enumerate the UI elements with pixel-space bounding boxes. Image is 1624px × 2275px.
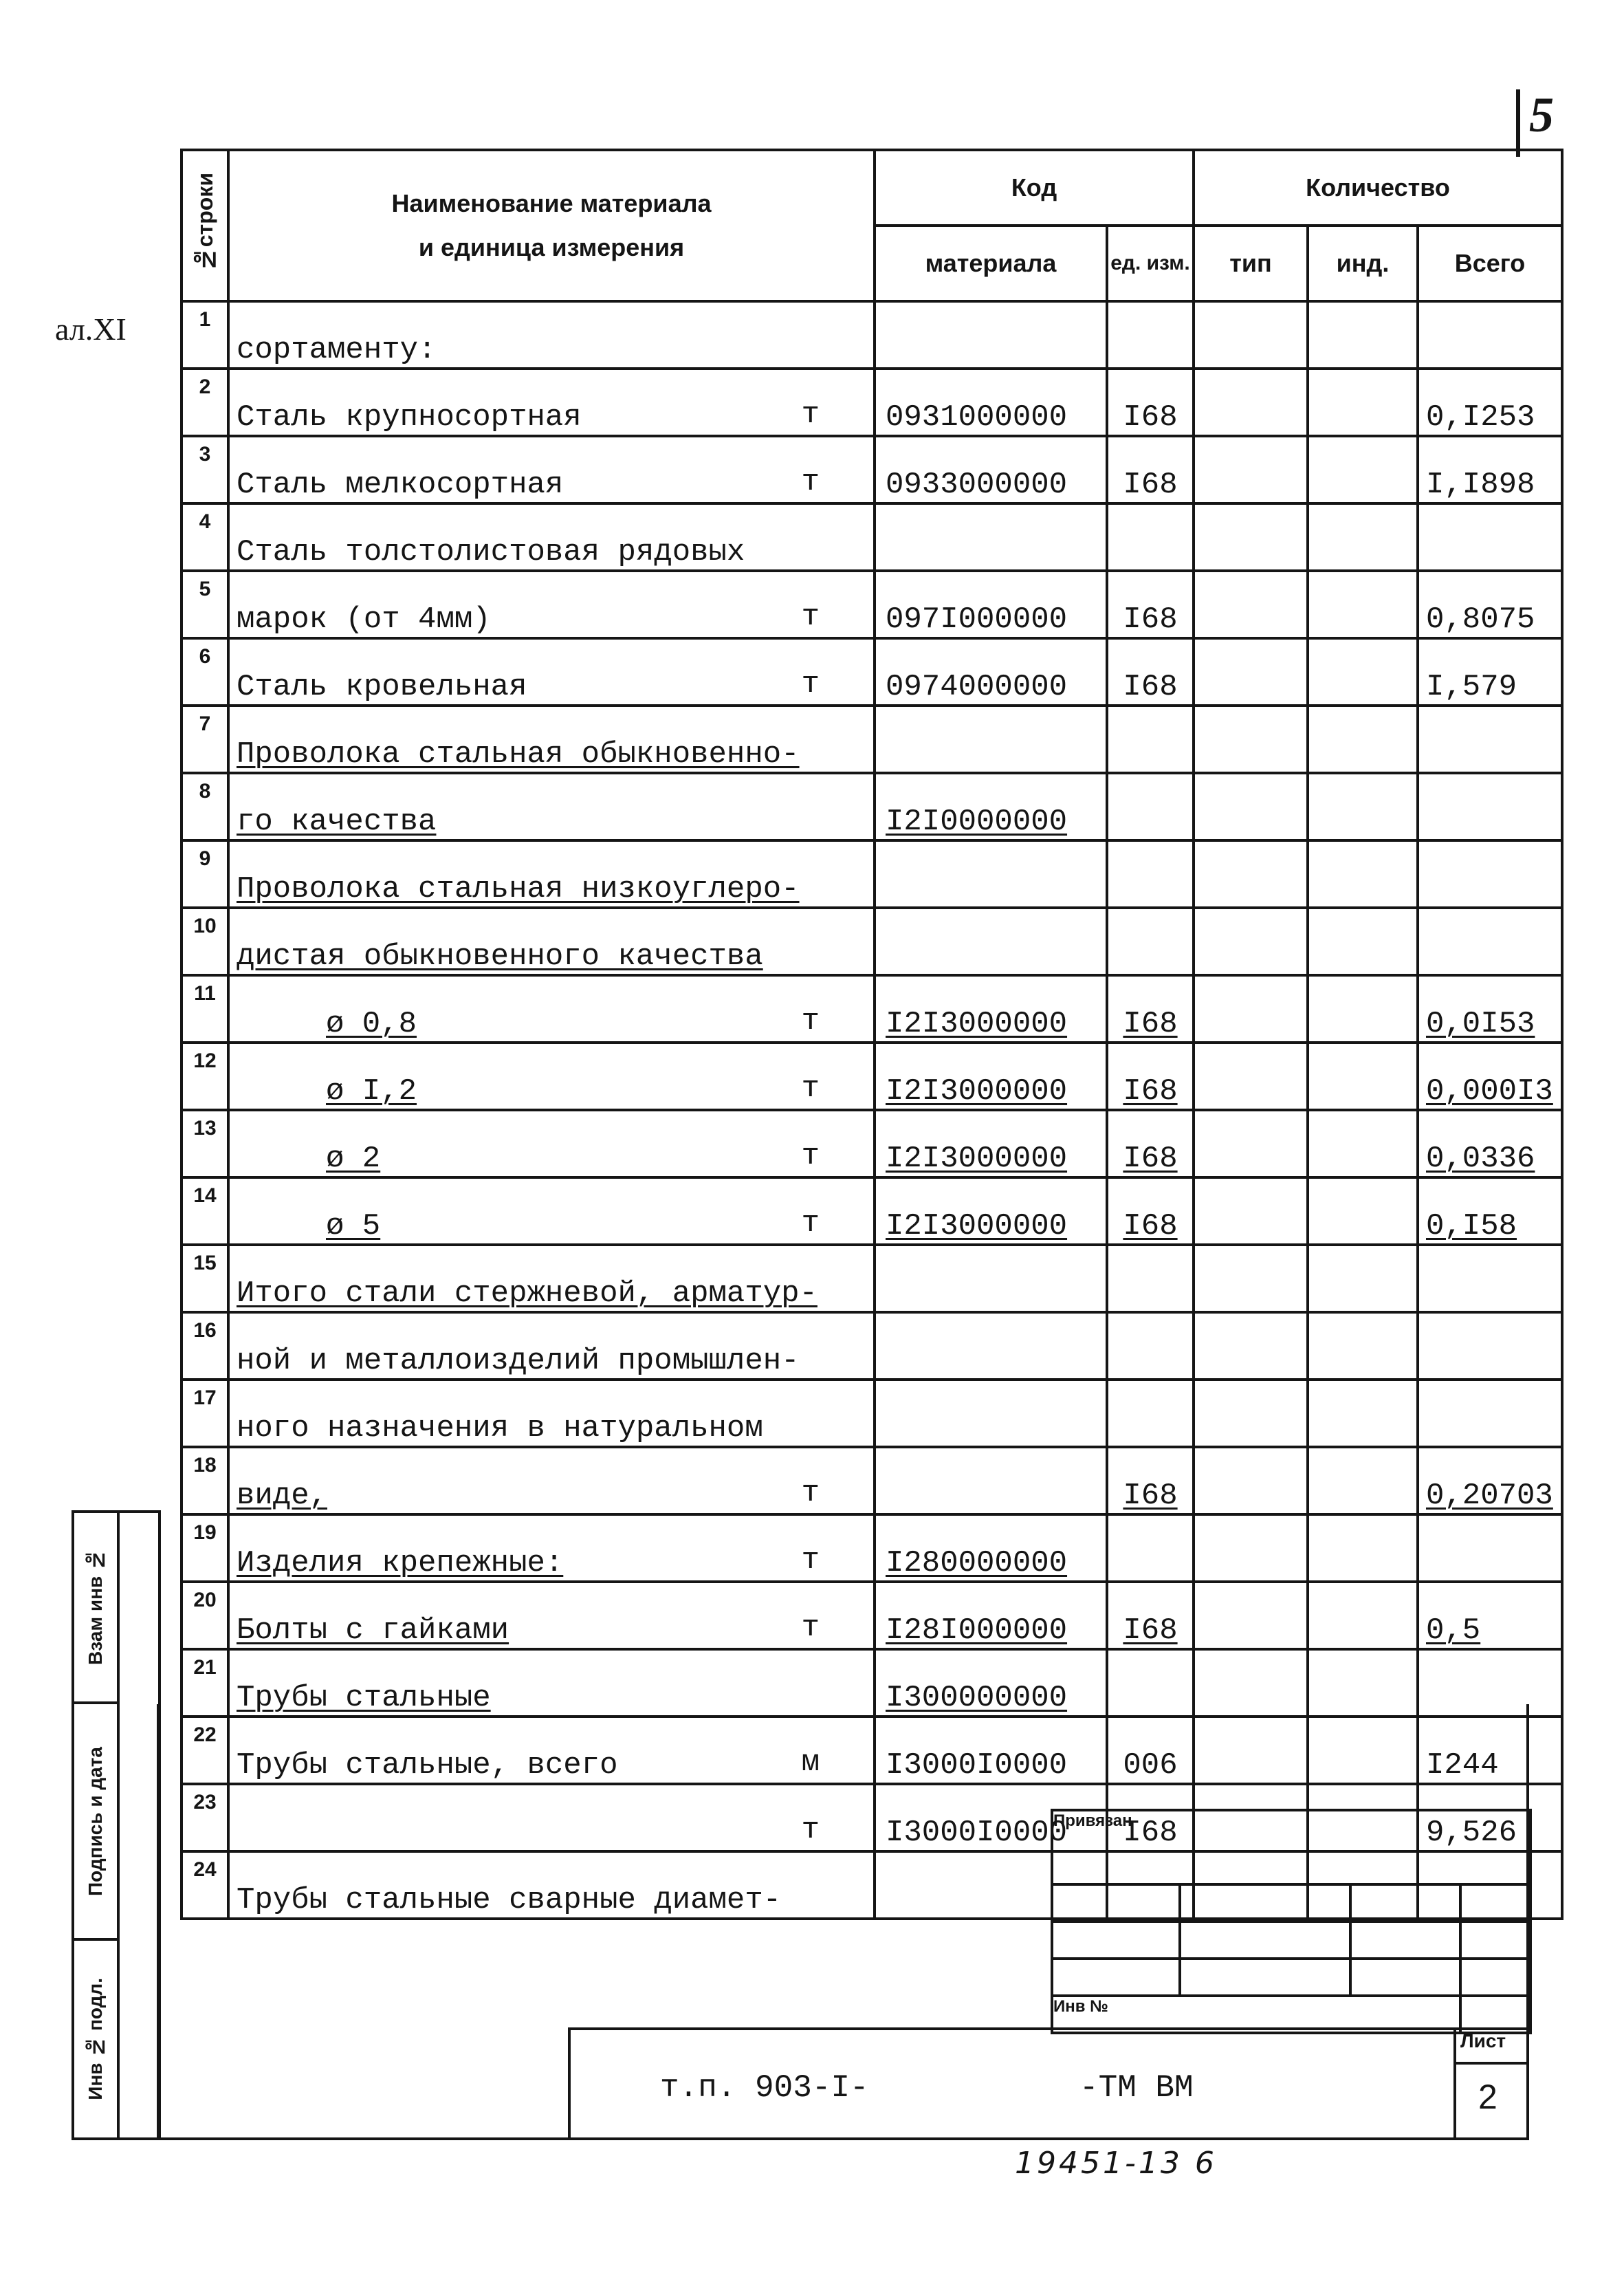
measure-unit: т [801, 1476, 820, 1510]
material-name [228, 369, 875, 436]
row-number: 22 [182, 1717, 228, 1784]
side-cell-inv-podl: Инв № подл. [74, 1941, 120, 2137]
unit-code: I68 [1107, 975, 1194, 1043]
material-code [875, 1380, 1107, 1447]
material-code [875, 1447, 1107, 1514]
material-name-text: виде, [237, 1479, 328, 1513]
qty-type [1194, 638, 1308, 706]
qty-total [1418, 706, 1562, 773]
unit-code [1107, 1649, 1194, 1717]
unit-code: I68 [1107, 1043, 1194, 1110]
material-name [228, 1447, 875, 1514]
qty-type [1194, 301, 1308, 369]
qty-type [1194, 1582, 1308, 1649]
qty-ind [1308, 1717, 1418, 1784]
table-row [182, 503, 1562, 571]
unit-code: I68 [1107, 1582, 1194, 1649]
row-number: 9 [182, 840, 228, 908]
qty-total [1418, 1380, 1562, 1447]
material-name-text: Сталь мелкосортная [237, 468, 564, 502]
material-name [228, 1245, 875, 1312]
row-number: 18 [182, 1447, 228, 1514]
qty-ind [1308, 436, 1418, 503]
header-row-no: №строки [182, 150, 228, 301]
table-row [182, 975, 1562, 1043]
measure-unit: т [801, 398, 820, 432]
material-name-text: ø 2 [326, 1142, 381, 1176]
row-number: 12 [182, 1043, 228, 1110]
qty-total: 0,000I3 [1418, 1043, 1562, 1110]
material-code [875, 1245, 1107, 1312]
qty-total: 0,I58 [1418, 1177, 1562, 1245]
row-number: 10 [182, 908, 228, 975]
stamp-inv-no: Инв № [1052, 1996, 1460, 2033]
material-code: I300000000 [875, 1649, 1107, 1717]
table-row [182, 1514, 1562, 1582]
material-code [875, 503, 1107, 571]
side-stamp [72, 1510, 161, 2140]
measure-unit: т [801, 667, 820, 701]
sheet-box-number: 2 [1478, 2078, 1497, 2116]
material-name-text: Итого стали стержневой, арматур- [237, 1276, 818, 1311]
table-row [182, 1582, 1562, 1649]
material-code: I2I3000000 [875, 1043, 1107, 1110]
unit-code [1107, 773, 1194, 840]
material-name [228, 1043, 875, 1110]
material-code: I3000I0000 [875, 1717, 1107, 1784]
header-qty-total: Всего [1418, 226, 1562, 301]
qty-ind [1308, 706, 1418, 773]
material-code: 0931000000 [875, 369, 1107, 436]
qty-type [1194, 1380, 1308, 1447]
row-number: 2 [182, 369, 228, 436]
header-qty-type: тип [1194, 226, 1308, 301]
material-name-text: Сталь крупносортная [237, 400, 582, 435]
unit-code: I68 [1107, 1447, 1194, 1514]
handwritten-number: 19451-13 6 [1015, 2146, 1217, 2181]
material-name [228, 840, 875, 908]
material-name [228, 975, 875, 1043]
material-name-text: ø 5 [326, 1209, 381, 1243]
header-code-material: материала [875, 226, 1107, 301]
qty-total: I,I898 [1418, 436, 1562, 503]
side-cell-podpis: Подпись и дата [74, 1704, 120, 1941]
qty-total: 0,20703 [1418, 1447, 1562, 1514]
material-code [875, 908, 1107, 975]
qty-type [1194, 1110, 1308, 1177]
qty-ind [1308, 1177, 1418, 1245]
material-name-text: Болты с гайками [237, 1613, 509, 1648]
qty-ind [1308, 1514, 1418, 1582]
unit-code [1107, 1380, 1194, 1447]
unit-code: I68 [1107, 1784, 1194, 1851]
table-row [182, 369, 1562, 436]
table-row [182, 1043, 1562, 1110]
qty-type [1194, 1447, 1308, 1514]
qty-total: 0,8075 [1418, 571, 1562, 638]
unit-code [1107, 1312, 1194, 1380]
row-number: 1 [182, 301, 228, 369]
material-name-text: дистая обыкновенного качества [237, 939, 763, 974]
material-name-text: Трубы стальные сварные диамет- [237, 1883, 782, 1917]
qty-type [1194, 1245, 1308, 1312]
measure-unit: т [801, 1139, 820, 1173]
qty-total: 0,I253 [1418, 369, 1562, 436]
material-name-text: Проволока стальная обыкновенно- [237, 737, 800, 772]
material-code: 097I000000 [875, 571, 1107, 638]
row-number: 17 [182, 1380, 228, 1447]
material-code: I2I3000000 [875, 1177, 1107, 1245]
row-number: 7 [182, 706, 228, 773]
material-name-text: марок (от 4мм) [237, 602, 491, 637]
qty-total [1418, 1514, 1562, 1582]
qty-ind [1308, 1380, 1418, 1447]
measure-unit: т [801, 465, 820, 499]
table-row [182, 301, 1562, 369]
material-name [228, 503, 875, 571]
document-designation: т.п. 903-I- [660, 2070, 869, 2106]
material-table [180, 149, 1563, 1920]
table-row [182, 1312, 1562, 1380]
header-name: Наименование материала и единица измерения [228, 150, 875, 301]
qty-ind [1308, 301, 1418, 369]
material-name [228, 1514, 875, 1582]
unit-code [1107, 840, 1194, 908]
qty-ind [1308, 1312, 1418, 1380]
sheet-number-bar [1516, 89, 1520, 157]
table-row [182, 571, 1562, 638]
qty-type [1194, 1312, 1308, 1380]
row-number: 14 [182, 1177, 228, 1245]
unit-code: 006 [1107, 1717, 1194, 1784]
material-name [228, 301, 875, 369]
material-code: 0974000000 [875, 638, 1107, 706]
unit-code [1107, 301, 1194, 369]
side-cell-vzam: Взам инв № [74, 1513, 120, 1704]
material-code: I2I0000000 [875, 773, 1107, 840]
measure-unit: т [801, 1071, 820, 1106]
qty-total: 0,0336 [1418, 1110, 1562, 1177]
row-number: 20 [182, 1582, 228, 1649]
table-row [182, 706, 1562, 773]
table-row [182, 638, 1562, 706]
qty-type [1194, 1514, 1308, 1582]
qty-total [1418, 773, 1562, 840]
material-name-text: ной и металлоизделий промышлен- [237, 1344, 800, 1378]
material-name-text: Проволока стальная низкоуглеро- [237, 872, 800, 906]
material-code: I2I3000000 [875, 975, 1107, 1043]
table-row [182, 773, 1562, 840]
measure-unit: т [801, 1611, 820, 1645]
qty-ind [1308, 638, 1418, 706]
qty-ind [1308, 1649, 1418, 1717]
unit-code: I68 [1107, 369, 1194, 436]
measure-unit: т [801, 1004, 820, 1038]
sheet-box-divider [1453, 2062, 1529, 2065]
qty-total [1418, 1649, 1562, 1717]
qty-ind [1308, 369, 1418, 436]
qty-type [1194, 908, 1308, 975]
measure-unit: т [801, 600, 820, 634]
material-name-text: Трубы стальные [237, 1681, 491, 1715]
material-name-text: Сталь толстолистовая рядовых [237, 535, 745, 569]
qty-total [1418, 301, 1562, 369]
material-code: 0933000000 [875, 436, 1107, 503]
header-quantity: Количество [1194, 150, 1562, 226]
qty-total: 9,526 [1418, 1784, 1562, 1851]
document-designation-suffix: -ТМ ВМ [1079, 2070, 1194, 2106]
material-code: I28I000000 [875, 1582, 1107, 1649]
header-code-unit: ед. изм. [1107, 226, 1194, 301]
qty-type [1194, 369, 1308, 436]
measure-unit: т [801, 1543, 820, 1578]
qty-type [1194, 571, 1308, 638]
material-code [875, 1312, 1107, 1380]
material-code [875, 706, 1107, 773]
row-number: 16 [182, 1312, 228, 1380]
qty-type [1194, 1177, 1308, 1245]
row-number: 13 [182, 1110, 228, 1177]
table-row [182, 1649, 1562, 1717]
table-row [182, 1110, 1562, 1177]
material-name [228, 571, 875, 638]
qty-type [1194, 1649, 1308, 1717]
qty-ind [1308, 1447, 1418, 1514]
row-number: 11 [182, 975, 228, 1043]
qty-total: 0,0I53 [1418, 975, 1562, 1043]
measure-unit: т [801, 1206, 820, 1241]
table-row [182, 840, 1562, 908]
material-name [228, 1717, 875, 1784]
row-number: 3 [182, 436, 228, 503]
qty-type [1194, 975, 1308, 1043]
qty-ind [1308, 773, 1418, 840]
qty-total [1418, 503, 1562, 571]
material-name [228, 1649, 875, 1717]
material-name [228, 638, 875, 706]
row-number: 8 [182, 773, 228, 840]
binding-stamp [1051, 1809, 1532, 2034]
measure-unit: т [801, 1813, 820, 1847]
table-row [182, 1177, 1562, 1245]
row-number: 6 [182, 638, 228, 706]
material-name [228, 1110, 875, 1177]
stamp-privyazan: Привязан [1052, 1810, 1530, 1884]
material-name [228, 1312, 875, 1380]
material-name [228, 706, 875, 773]
material-name [228, 908, 875, 975]
material-name-text: го качества [237, 805, 437, 839]
table-row [182, 1380, 1562, 1447]
qty-ind [1308, 1582, 1418, 1649]
qty-type [1194, 773, 1308, 840]
margin-note: ал.XI [55, 312, 127, 347]
table-row [182, 1447, 1562, 1514]
qty-type [1194, 706, 1308, 773]
row-number: 5 [182, 571, 228, 638]
row-number: 15 [182, 1245, 228, 1312]
material-code [875, 840, 1107, 908]
qty-ind [1308, 1245, 1418, 1312]
qty-total: 0,5 [1418, 1582, 1562, 1649]
qty-ind [1308, 1043, 1418, 1110]
sheet-label: Лист [1460, 2030, 1506, 2051]
row-number: 24 [182, 1851, 228, 1919]
material-name [228, 1582, 875, 1649]
qty-ind [1308, 908, 1418, 975]
unit-code [1107, 1245, 1194, 1312]
sheet-number: 5 [1529, 87, 1554, 142]
unit-code: I68 [1107, 1110, 1194, 1177]
unit-code: I68 [1107, 638, 1194, 706]
qty-total [1418, 840, 1562, 908]
row-number: 4 [182, 503, 228, 571]
material-name-text: сортаменту: [237, 333, 437, 367]
qty-type [1194, 1043, 1308, 1110]
material-name [228, 436, 875, 503]
material-name-text: ного назначения в натуральном [237, 1411, 763, 1446]
qty-total [1418, 908, 1562, 975]
unit-code [1107, 908, 1194, 975]
material-code: I280000000 [875, 1514, 1107, 1582]
qty-ind [1308, 975, 1418, 1043]
unit-code: I68 [1107, 436, 1194, 503]
table-row [182, 1717, 1562, 1784]
qty-total [1418, 1245, 1562, 1312]
qty-total: I244 [1418, 1717, 1562, 1784]
unit-code [1107, 1514, 1194, 1582]
material-name [228, 1380, 875, 1447]
material-name [228, 1851, 875, 1919]
header-qty-ind: инд. [1308, 226, 1418, 301]
header-code: Код [875, 150, 1194, 226]
material-name-text: Изделия крепежные: [237, 1546, 564, 1580]
frame-left-line [157, 1704, 160, 2140]
unit-code [1107, 706, 1194, 773]
material-name-text: ø I,2 [326, 1074, 417, 1109]
qty-ind [1308, 840, 1418, 908]
material-name [228, 773, 875, 840]
qty-total: I,579 [1418, 638, 1562, 706]
row-number: 23 [182, 1784, 228, 1851]
material-name [228, 1784, 875, 1851]
qty-type [1194, 1717, 1308, 1784]
material-code: I2I3000000 [875, 1110, 1107, 1177]
row-number: 19 [182, 1514, 228, 1582]
unit-code: I68 [1107, 1177, 1194, 1245]
material-code [875, 301, 1107, 369]
material-name-text: ø 0,8 [326, 1007, 417, 1041]
table-row [182, 908, 1562, 975]
qty-type [1194, 840, 1308, 908]
material-name-text: Сталь кровельная [237, 670, 527, 704]
qty-type [1194, 436, 1308, 503]
unit-code: I68 [1107, 571, 1194, 638]
qty-ind [1308, 503, 1418, 571]
table-row [182, 1245, 1562, 1312]
qty-type [1194, 503, 1308, 571]
material-name [228, 1177, 875, 1245]
qty-ind [1308, 1110, 1418, 1177]
qty-total [1418, 1312, 1562, 1380]
qty-ind [1308, 571, 1418, 638]
row-number: 21 [182, 1649, 228, 1717]
material-code: I3000I0000 [875, 1784, 1107, 1851]
material-name-text: Трубы стальные, всего [237, 1748, 618, 1783]
table-row [182, 436, 1562, 503]
unit-code [1107, 503, 1194, 571]
measure-unit: м [801, 1745, 820, 1780]
